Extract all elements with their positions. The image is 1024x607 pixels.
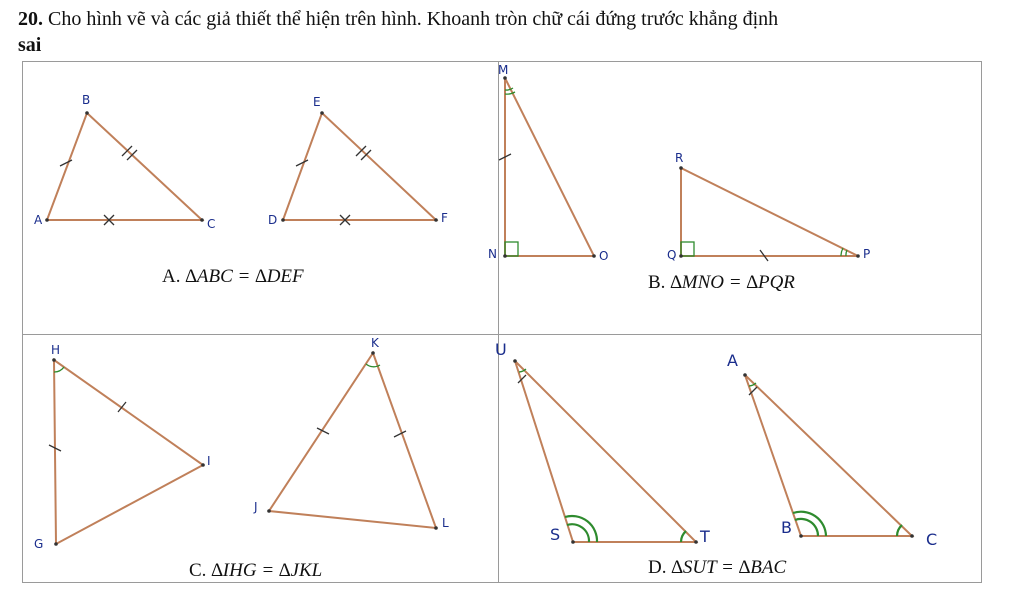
point-label-p: P — [863, 247, 871, 261]
option-a-statement: ∆ABC = ∆DEF — [185, 266, 304, 287]
triangle-bac — [727, 351, 937, 549]
triangle-abc — [34, 93, 215, 231]
point-label-e: E — [313, 95, 321, 109]
option-d[interactable] — [648, 557, 786, 579]
point-label-o: O — [599, 249, 609, 263]
point-label-i: I — [207, 454, 211, 468]
point-label-n: N — [488, 247, 497, 261]
option-b-letter: B. — [648, 272, 666, 293]
question-line1: Cho hình vẽ và các giả thiết thể hiện trên hình. Khoanh tròn chữ cái đứng trước khẳng định — [48, 8, 779, 30]
point-label-l: L — [442, 516, 449, 530]
point-label-k: K — [371, 336, 379, 350]
option-b[interactable] — [648, 272, 795, 294]
option-a[interactable] — [162, 266, 304, 288]
point-label-m: M — [498, 63, 509, 77]
point-label-f: F — [441, 211, 448, 225]
option-c[interactable] — [189, 560, 322, 582]
triangle-sut — [495, 340, 710, 546]
point-label-s: S — [550, 525, 561, 544]
triangle-def — [268, 95, 448, 227]
triangle-ihg — [34, 343, 211, 551]
question-number: 20. — [18, 8, 43, 30]
point-label-u: U — [495, 340, 507, 359]
point-label-a: A — [34, 213, 43, 227]
option-a-letter: A. — [162, 266, 181, 287]
point-label-r: R — [675, 151, 684, 165]
point-label-c2: C — [926, 530, 938, 549]
point-label-b2: B — [781, 518, 792, 537]
point-label-d: D — [268, 213, 278, 227]
point-label-j: J — [254, 500, 258, 514]
point-label-b: B — [82, 93, 91, 107]
triangle-jkl — [253, 336, 449, 530]
triangle-pqr — [667, 151, 870, 262]
option-c-statement: ∆IHG = ∆JKL — [211, 560, 323, 581]
point-label-t: T — [700, 527, 710, 546]
triangle-mno — [488, 63, 608, 263]
point-label-c: C — [207, 217, 216, 231]
point-label-g: G — [34, 537, 44, 551]
option-d-letter: D. — [648, 557, 667, 578]
option-d-statement: ∆SUT = ∆BAC — [671, 557, 787, 578]
point-label-a2: A — [727, 351, 738, 370]
point-label-q: Q — [667, 248, 677, 262]
point-label-h: H — [51, 343, 61, 357]
option-b-statement: ∆MNO = ∆PQR — [670, 272, 795, 293]
option-c-letter: C. — [189, 560, 207, 581]
question-line2: sai — [18, 34, 42, 56]
